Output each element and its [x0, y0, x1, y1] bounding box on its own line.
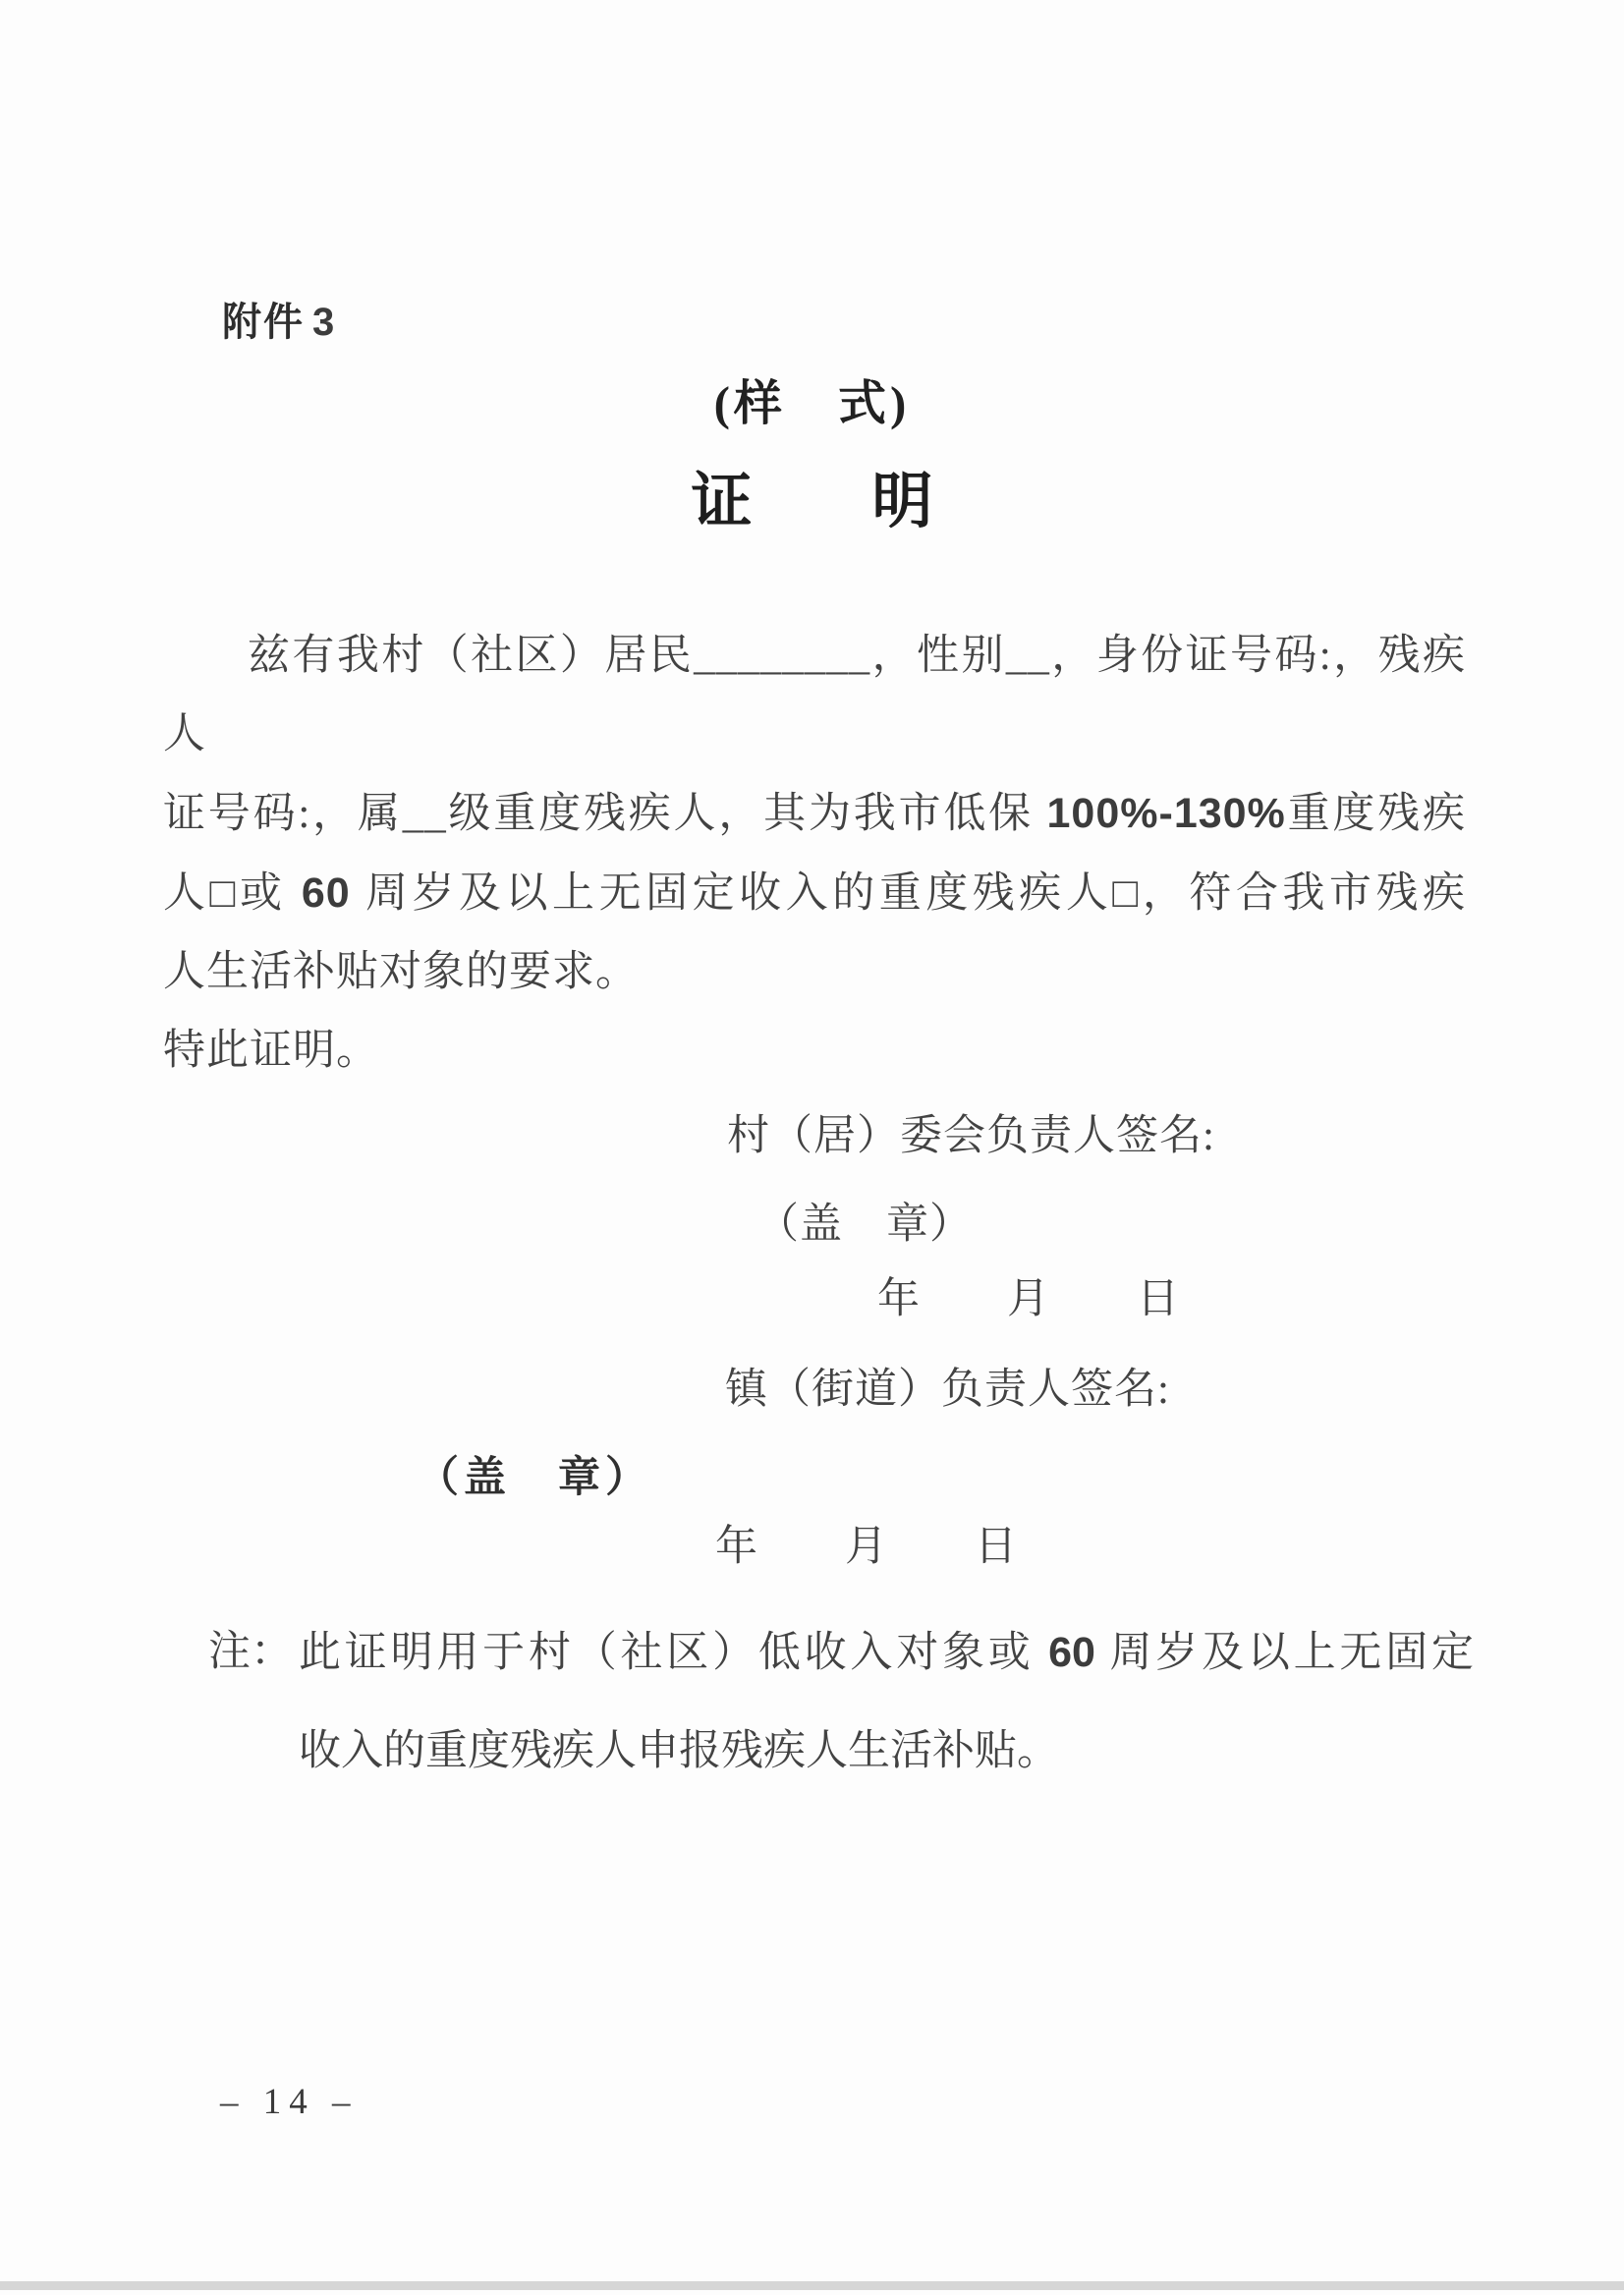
note-label: 注：	[208, 1629, 293, 1675]
village-seal-label: （盖 章）	[756, 1202, 973, 1248]
town-date-line: 年 月 日	[715, 1524, 1018, 1570]
attachment-number: 3	[312, 301, 337, 344]
village-signature-label: 村（居）委会负责人签名:	[727, 1113, 1215, 1159]
body-line-2-number: 100%-130%	[1046, 790, 1286, 837]
body-paragraph	[163, 617, 1466, 1091]
body-line-2-text-end: 重度残疾	[1285, 791, 1466, 837]
note-line-1-number: 60	[1048, 1629, 1095, 1676]
body-line-2	[163, 774, 1466, 854]
note-line-1-text-end: 周岁及以上无固定	[1094, 1630, 1475, 1676]
body-line-2-text: 证号码:，属__级重度残疾人，其为我市低保	[163, 791, 1047, 837]
body-line-5: 特此证明。	[163, 1028, 379, 1074]
town-signature-label: 镇（街道）负责人签名:	[725, 1367, 1170, 1413]
attachment-label	[222, 291, 336, 347]
scan-artifact-bottom-strip	[0, 2281, 1624, 2290]
village-date-line: 年 月 日	[877, 1276, 1180, 1322]
body-line-3-number: 60	[301, 869, 351, 917]
note-line-1-text: 此证明用于村（社区）低收入对象或	[299, 1630, 1049, 1676]
page-number: – 14 –	[220, 2082, 359, 2122]
note-line-2: 收入的重度残疾人申报残疾人生活补贴。	[299, 1728, 1059, 1774]
town-seal-label: （盖 章）	[417, 1455, 652, 1501]
body-line-4: 人生活补贴对象的要求。	[163, 949, 639, 995]
note	[208, 1603, 1474, 1801]
doc-title: 证 明	[691, 469, 963, 535]
note-text	[299, 1603, 1474, 1801]
body-line-3-text: 人□或	[163, 870, 302, 917]
note-line-1	[299, 1603, 1474, 1703]
attachment-prefix: 附件	[222, 301, 305, 344]
body-line-3	[163, 854, 1466, 933]
body-line-3-text-end: 周岁及以上无固定收入的重度残疾人□，符合我市残疾	[350, 870, 1466, 917]
body-line-1: 兹有我村（社区）居民________，性别__，身份证号码:，残疾人	[163, 633, 1466, 757]
format-subtitle: (样 式)	[713, 376, 911, 430]
